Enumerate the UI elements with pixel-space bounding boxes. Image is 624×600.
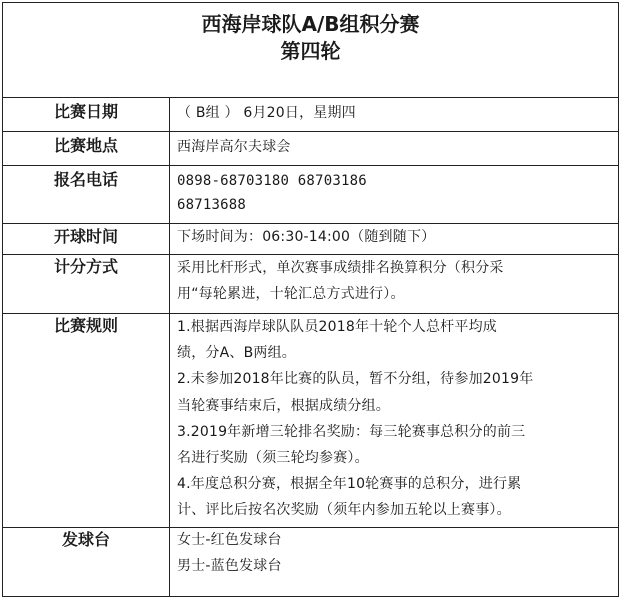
event-notice-table [2, 2, 619, 597]
phone-value: 68713688 [177, 197, 247, 213]
row-label: 报名电话 [3, 165, 170, 223]
title-block [3, 3, 618, 98]
tee-time-value: 下场时间为：06:30-14:00（随到随下） [177, 229, 436, 245]
row-date [3, 97, 618, 132]
phone-value: 0898-68703180 68703186 [177, 173, 367, 189]
rule-line: 1.根据西海岸球队队员2018年十轮个人总杆平均成 [177, 319, 497, 335]
rule-line: 4.年度总积分赛，根据全年10轮赛事的总积分，进行累 [177, 476, 522, 493]
row-value [170, 223, 618, 254]
date-value: （ B组 ） 6月20日，星期四 [177, 105, 356, 121]
row-label: 比赛规则 [3, 313, 170, 527]
row-value [170, 313, 618, 527]
row-phone [3, 165, 618, 224]
row-tees [3, 527, 618, 596]
row-label: 比赛日期 [3, 97, 170, 131]
venue-value: 西海岸高尔夫球会 [177, 139, 291, 155]
row-label: 发球台 [3, 527, 170, 596]
row-scoring [3, 254, 618, 314]
row-value [170, 131, 618, 165]
rule-line: 3.2019年新增三轮排名奖励：每三轮赛事总积分的前三 [177, 423, 526, 440]
row-label: 开球时间 [3, 223, 170, 254]
row-rules [3, 313, 618, 528]
rule-line: 绩，分A、B两组。 [177, 345, 296, 362]
row-value [170, 97, 618, 131]
round-title: 第四轮 [280, 39, 341, 63]
row-label: 比赛地点 [3, 131, 170, 165]
row-label: 计分方式 [3, 254, 170, 313]
row-value [170, 165, 618, 223]
tee-line: 女士-红色发球台 [177, 532, 282, 548]
row-value [170, 254, 618, 313]
event-title: 西海岸球队A/B组积分赛 [201, 12, 420, 36]
rule-line: 2.未参加2018年比赛的队员，暂不分组，待参加2019年 [177, 371, 534, 388]
row-value [170, 527, 618, 596]
rule-line: 计、评比后按名次奖励（须年内参加五轮以上赛事）。 [177, 502, 511, 519]
tee-line: 男士-蓝色发球台 [177, 557, 282, 574]
rule-line: 名进行奖励（须三轮均参赛）。 [177, 450, 369, 467]
scoring-line: 采用比杆形式，单次赛事成绩排名换算积分（积分采 [177, 260, 504, 276]
row-tee-time [3, 223, 618, 255]
row-venue [3, 131, 618, 166]
scoring-line: 用“每轮累进，十轮汇总方式进行）。 [177, 285, 405, 302]
rule-line: 当轮赛事结束后，根据成绩分组。 [177, 397, 390, 414]
